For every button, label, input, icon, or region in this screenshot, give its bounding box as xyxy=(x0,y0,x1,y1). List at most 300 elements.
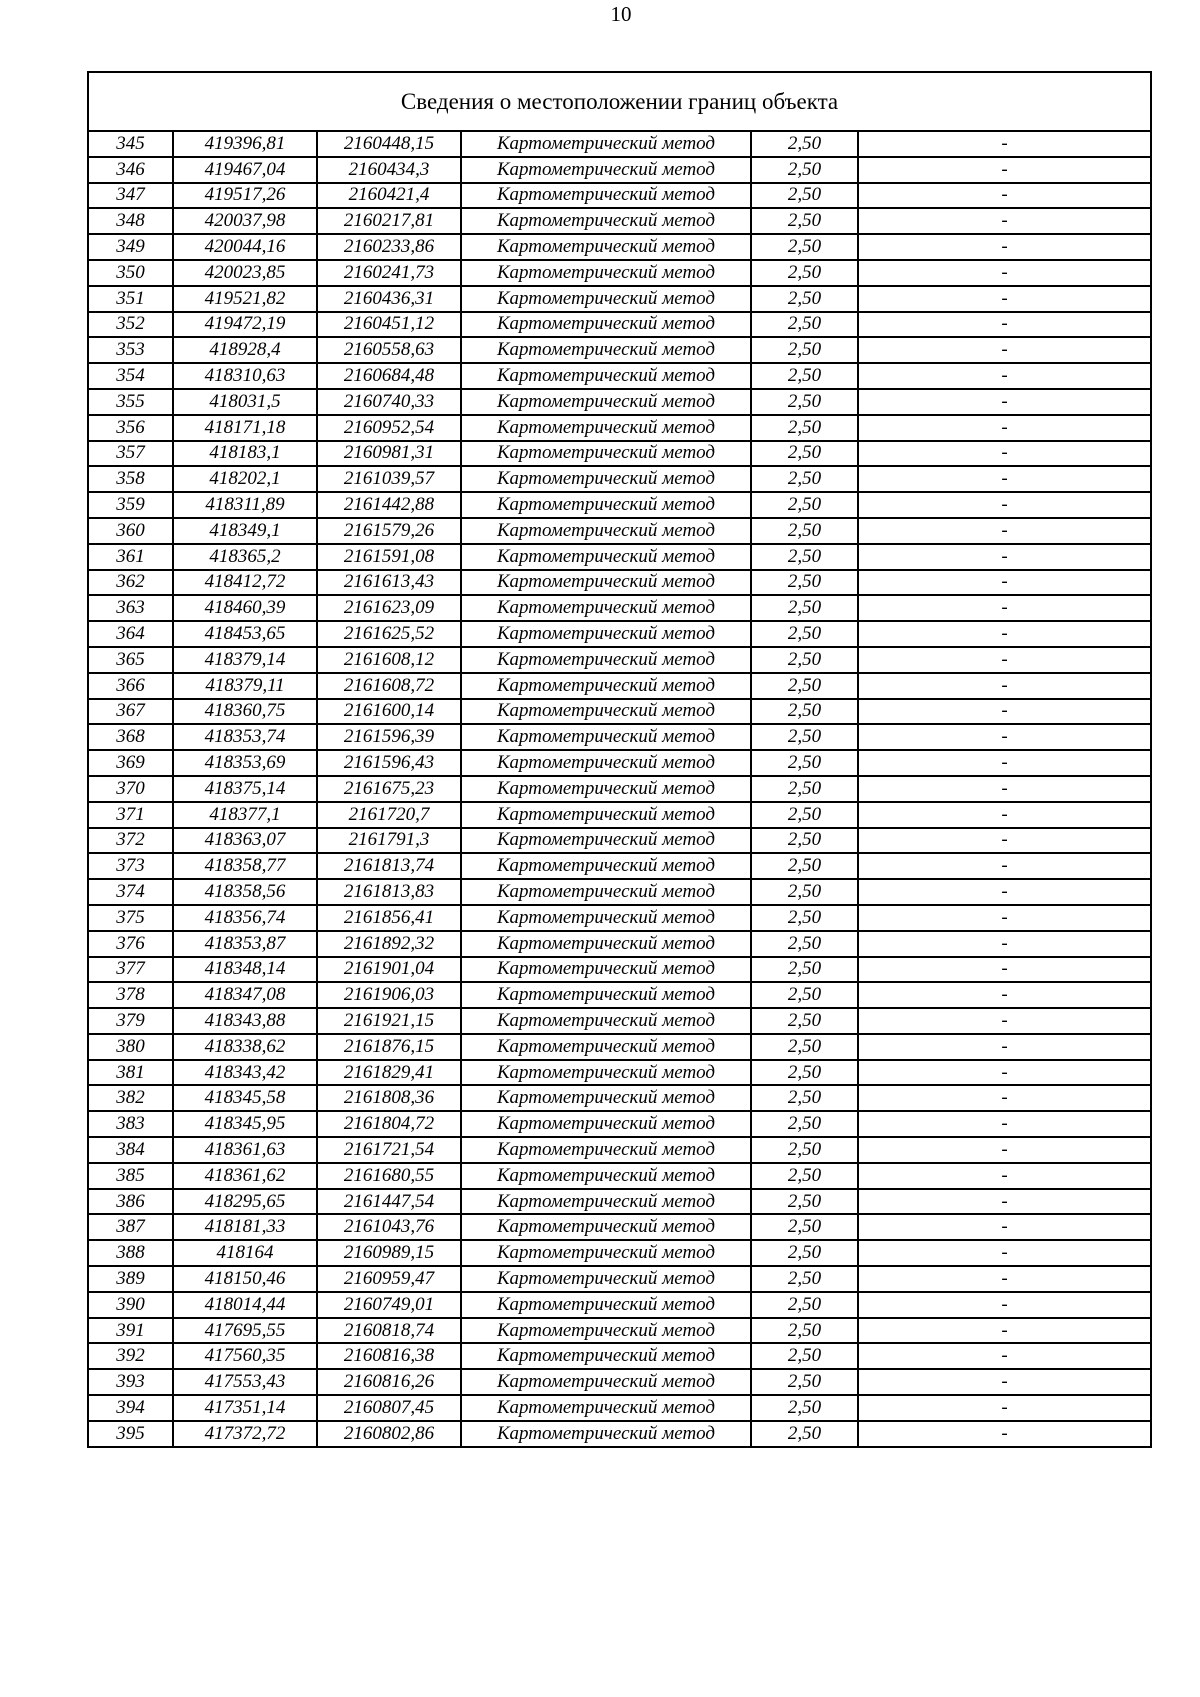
method-cell: Картометрический метод xyxy=(461,621,751,647)
description-cell: - xyxy=(858,905,1151,931)
method-cell: Картометрический метод xyxy=(461,415,751,441)
x-coordinate-cell: 418363,07 xyxy=(173,828,317,854)
y-coordinate-cell: 2160807,45 xyxy=(317,1395,461,1421)
x-coordinate-cell: 418375,14 xyxy=(173,776,317,802)
precision-cell: 2,50 xyxy=(751,1369,858,1395)
x-coordinate-cell: 418031,5 xyxy=(173,389,317,415)
description-cell: - xyxy=(858,1189,1151,1215)
point-number-cell: 357 xyxy=(88,441,173,467)
point-number-cell: 376 xyxy=(88,931,173,957)
point-number-cell: 356 xyxy=(88,415,173,441)
description-cell: - xyxy=(858,595,1151,621)
x-coordinate-cell: 420037,98 xyxy=(173,208,317,234)
method-cell: Картометрический метод xyxy=(461,1240,751,1266)
method-cell: Картометрический метод xyxy=(461,234,751,260)
point-number-cell: 351 xyxy=(88,286,173,312)
point-number-cell: 371 xyxy=(88,802,173,828)
description-cell: - xyxy=(858,1137,1151,1163)
method-cell: Картометрический метод xyxy=(461,750,751,776)
y-coordinate-cell: 2161579,26 xyxy=(317,518,461,544)
y-coordinate-cell: 2161596,39 xyxy=(317,724,461,750)
description-cell: - xyxy=(858,544,1151,570)
x-coordinate-cell: 418181,33 xyxy=(173,1214,317,1240)
precision-cell: 2,50 xyxy=(751,492,858,518)
point-number-cell: 355 xyxy=(88,389,173,415)
precision-cell: 2,50 xyxy=(751,363,858,389)
table-row xyxy=(88,337,1151,363)
precision-cell: 2,50 xyxy=(751,570,858,596)
y-coordinate-cell: 2161813,83 xyxy=(317,879,461,905)
description-cell: - xyxy=(858,337,1151,363)
description-cell: - xyxy=(858,1008,1151,1034)
method-cell: Картометрический метод xyxy=(461,570,751,596)
x-coordinate-cell: 418353,69 xyxy=(173,750,317,776)
x-coordinate-cell: 418348,14 xyxy=(173,957,317,983)
table-row xyxy=(88,415,1151,441)
description-cell: - xyxy=(858,415,1151,441)
x-coordinate-cell: 418345,58 xyxy=(173,1085,317,1111)
method-cell: Картометрический метод xyxy=(461,466,751,492)
x-coordinate-cell: 417695,55 xyxy=(173,1318,317,1344)
table-row xyxy=(88,776,1151,802)
point-number-cell: 350 xyxy=(88,260,173,286)
table-row xyxy=(88,724,1151,750)
table-row xyxy=(88,157,1151,183)
precision-cell: 2,50 xyxy=(751,183,858,209)
point-number-cell: 374 xyxy=(88,879,173,905)
precision-cell: 2,50 xyxy=(751,1292,858,1318)
point-number-cell: 380 xyxy=(88,1034,173,1060)
table-row xyxy=(88,699,1151,725)
point-number-cell: 394 xyxy=(88,1395,173,1421)
method-cell: Картометрический метод xyxy=(461,312,751,338)
point-number-cell: 377 xyxy=(88,957,173,983)
x-coordinate-cell: 418358,56 xyxy=(173,879,317,905)
precision-cell: 2,50 xyxy=(751,699,858,725)
y-coordinate-cell: 2160217,81 xyxy=(317,208,461,234)
precision-cell: 2,50 xyxy=(751,1343,858,1369)
table-row xyxy=(88,957,1151,983)
description-cell: - xyxy=(858,621,1151,647)
y-coordinate-cell: 2161808,36 xyxy=(317,1085,461,1111)
y-coordinate-cell: 2160684,48 xyxy=(317,363,461,389)
method-cell: Картометрический метод xyxy=(461,208,751,234)
y-coordinate-cell: 2160749,01 xyxy=(317,1292,461,1318)
method-cell: Картометрический метод xyxy=(461,131,751,157)
precision-cell: 2,50 xyxy=(751,415,858,441)
precision-cell: 2,50 xyxy=(751,337,858,363)
table-row xyxy=(88,363,1151,389)
point-number-cell: 395 xyxy=(88,1421,173,1447)
x-coordinate-cell: 419472,19 xyxy=(173,312,317,338)
method-cell: Картометрический метод xyxy=(461,1266,751,1292)
description-cell: - xyxy=(858,570,1151,596)
point-number-cell: 363 xyxy=(88,595,173,621)
table-row xyxy=(88,1137,1151,1163)
description-cell: - xyxy=(858,853,1151,879)
method-cell: Картометрический метод xyxy=(461,647,751,673)
method-cell: Картометрический метод xyxy=(461,1343,751,1369)
table-row xyxy=(88,802,1151,828)
description-cell: - xyxy=(858,492,1151,518)
description-cell: - xyxy=(858,1111,1151,1137)
precision-cell: 2,50 xyxy=(751,518,858,544)
description-cell: - xyxy=(858,828,1151,854)
precision-cell: 2,50 xyxy=(751,982,858,1008)
table-row xyxy=(88,1343,1151,1369)
table-row xyxy=(88,131,1151,157)
description-cell: - xyxy=(858,1421,1151,1447)
x-coordinate-cell: 418412,72 xyxy=(173,570,317,596)
method-cell: Картометрический метод xyxy=(461,1008,751,1034)
table-row xyxy=(88,1395,1151,1421)
description-cell: - xyxy=(858,699,1151,725)
point-number-cell: 348 xyxy=(88,208,173,234)
y-coordinate-cell: 2161608,12 xyxy=(317,647,461,673)
x-coordinate-cell: 418150,46 xyxy=(173,1266,317,1292)
y-coordinate-cell: 2160434,3 xyxy=(317,157,461,183)
point-number-cell: 389 xyxy=(88,1266,173,1292)
y-coordinate-cell: 2161720,7 xyxy=(317,802,461,828)
x-coordinate-cell: 418311,89 xyxy=(173,492,317,518)
x-coordinate-cell: 419467,04 xyxy=(173,157,317,183)
y-coordinate-cell: 2161591,08 xyxy=(317,544,461,570)
x-coordinate-cell: 418377,1 xyxy=(173,802,317,828)
precision-cell: 2,50 xyxy=(751,1266,858,1292)
method-cell: Картометрический метод xyxy=(461,1292,751,1318)
precision-cell: 2,50 xyxy=(751,724,858,750)
point-number-cell: 392 xyxy=(88,1343,173,1369)
method-cell: Картометрический метод xyxy=(461,1318,751,1344)
table-row xyxy=(88,466,1151,492)
table-row xyxy=(88,647,1151,673)
precision-cell: 2,50 xyxy=(751,312,858,338)
table-row xyxy=(88,183,1151,209)
y-coordinate-cell: 2161675,23 xyxy=(317,776,461,802)
y-coordinate-cell: 2161876,15 xyxy=(317,1034,461,1060)
point-number-cell: 370 xyxy=(88,776,173,802)
table-row xyxy=(88,208,1151,234)
precision-cell: 2,50 xyxy=(751,1111,858,1137)
table-row xyxy=(88,544,1151,570)
method-cell: Картометрический метод xyxy=(461,982,751,1008)
y-coordinate-cell: 2161829,41 xyxy=(317,1060,461,1086)
point-number-cell: 359 xyxy=(88,492,173,518)
method-cell: Картометрический метод xyxy=(461,1214,751,1240)
y-coordinate-cell: 2161596,43 xyxy=(317,750,461,776)
precision-cell: 2,50 xyxy=(751,286,858,312)
method-cell: Картометрический метод xyxy=(461,389,751,415)
precision-cell: 2,50 xyxy=(751,853,858,879)
y-coordinate-cell: 2160952,54 xyxy=(317,415,461,441)
description-cell: - xyxy=(858,1292,1151,1318)
y-coordinate-cell: 2161804,72 xyxy=(317,1111,461,1137)
y-coordinate-cell: 2161813,74 xyxy=(317,853,461,879)
description-cell: - xyxy=(858,234,1151,260)
x-coordinate-cell: 418164 xyxy=(173,1240,317,1266)
x-coordinate-cell: 419521,82 xyxy=(173,286,317,312)
table-body xyxy=(88,131,1151,1447)
table-row xyxy=(88,492,1151,518)
precision-cell: 2,50 xyxy=(751,260,858,286)
x-coordinate-cell: 418343,88 xyxy=(173,1008,317,1034)
table-row xyxy=(88,1008,1151,1034)
y-coordinate-cell: 2161892,32 xyxy=(317,931,461,957)
method-cell: Картометрический метод xyxy=(461,544,751,570)
description-cell: - xyxy=(858,1395,1151,1421)
precision-cell: 2,50 xyxy=(751,1137,858,1163)
method-cell: Картометрический метод xyxy=(461,1060,751,1086)
y-coordinate-cell: 2160233,86 xyxy=(317,234,461,260)
table-row xyxy=(88,1266,1151,1292)
table-row xyxy=(88,570,1151,596)
method-cell: Картометрический метод xyxy=(461,828,751,854)
x-coordinate-cell: 418361,62 xyxy=(173,1163,317,1189)
method-cell: Картометрический метод xyxy=(461,492,751,518)
y-coordinate-cell: 2160451,12 xyxy=(317,312,461,338)
point-number-cell: 382 xyxy=(88,1085,173,1111)
method-cell: Картометрический метод xyxy=(461,1163,751,1189)
x-coordinate-cell: 418365,2 xyxy=(173,544,317,570)
table-row xyxy=(88,1292,1151,1318)
precision-cell: 2,50 xyxy=(751,157,858,183)
point-number-cell: 354 xyxy=(88,363,173,389)
point-number-cell: 378 xyxy=(88,982,173,1008)
description-cell: - xyxy=(858,183,1151,209)
precision-cell: 2,50 xyxy=(751,647,858,673)
precision-cell: 2,50 xyxy=(751,131,858,157)
point-number-cell: 390 xyxy=(88,1292,173,1318)
table-row xyxy=(88,312,1151,338)
point-number-cell: 364 xyxy=(88,621,173,647)
table-row xyxy=(88,260,1151,286)
table-row xyxy=(88,750,1151,776)
table-row xyxy=(88,1214,1151,1240)
table-row xyxy=(88,905,1151,931)
precision-cell: 2,50 xyxy=(751,621,858,647)
x-coordinate-cell: 417553,43 xyxy=(173,1369,317,1395)
y-coordinate-cell: 2160448,15 xyxy=(317,131,461,157)
page-number: 10 xyxy=(610,2,632,26)
point-number-cell: 372 xyxy=(88,828,173,854)
description-cell: - xyxy=(858,208,1151,234)
table-row xyxy=(88,1111,1151,1137)
method-cell: Картометрический метод xyxy=(461,776,751,802)
y-coordinate-cell: 2161623,09 xyxy=(317,595,461,621)
y-coordinate-cell: 2161608,72 xyxy=(317,673,461,699)
description-cell: - xyxy=(858,441,1151,467)
point-number-cell: 381 xyxy=(88,1060,173,1086)
method-cell: Картометрический метод xyxy=(461,1111,751,1137)
x-coordinate-cell: 418928,4 xyxy=(173,337,317,363)
point-number-cell: 369 xyxy=(88,750,173,776)
method-cell: Картометрический метод xyxy=(461,673,751,699)
description-cell: - xyxy=(858,157,1151,183)
x-coordinate-cell: 418345,95 xyxy=(173,1111,317,1137)
x-coordinate-cell: 418295,65 xyxy=(173,1189,317,1215)
description-cell: - xyxy=(858,312,1151,338)
y-coordinate-cell: 2161442,88 xyxy=(317,492,461,518)
point-number-cell: 379 xyxy=(88,1008,173,1034)
point-number-cell: 352 xyxy=(88,312,173,338)
x-coordinate-cell: 418202,1 xyxy=(173,466,317,492)
precision-cell: 2,50 xyxy=(751,544,858,570)
precision-cell: 2,50 xyxy=(751,957,858,983)
method-cell: Картометрический метод xyxy=(461,1137,751,1163)
y-coordinate-cell: 2161680,55 xyxy=(317,1163,461,1189)
description-cell: - xyxy=(858,466,1151,492)
point-number-cell: 375 xyxy=(88,905,173,931)
precision-cell: 2,50 xyxy=(751,673,858,699)
precision-cell: 2,50 xyxy=(751,466,858,492)
method-cell: Картометрический метод xyxy=(461,260,751,286)
precision-cell: 2,50 xyxy=(751,1189,858,1215)
x-coordinate-cell: 418171,18 xyxy=(173,415,317,441)
method-cell: Картометрический метод xyxy=(461,1085,751,1111)
x-coordinate-cell: 418343,42 xyxy=(173,1060,317,1086)
precision-cell: 2,50 xyxy=(751,905,858,931)
x-coordinate-cell: 419517,26 xyxy=(173,183,317,209)
precision-cell: 2,50 xyxy=(751,828,858,854)
table-row xyxy=(88,518,1151,544)
method-cell: Картометрический метод xyxy=(461,363,751,389)
method-cell: Картометрический метод xyxy=(461,1421,751,1447)
precision-cell: 2,50 xyxy=(751,1085,858,1111)
precision-cell: 2,50 xyxy=(751,1060,858,1086)
y-coordinate-cell: 2160816,26 xyxy=(317,1369,461,1395)
x-coordinate-cell: 418310,63 xyxy=(173,363,317,389)
description-cell: - xyxy=(858,286,1151,312)
y-coordinate-cell: 2160558,63 xyxy=(317,337,461,363)
point-number-cell: 346 xyxy=(88,157,173,183)
method-cell: Картометрический метод xyxy=(461,1395,751,1421)
precision-cell: 2,50 xyxy=(751,1318,858,1344)
x-coordinate-cell: 418338,62 xyxy=(173,1034,317,1060)
description-cell: - xyxy=(858,363,1151,389)
method-cell: Картометрический метод xyxy=(461,699,751,725)
table-row xyxy=(88,1369,1151,1395)
y-coordinate-cell: 2160802,86 xyxy=(317,1421,461,1447)
x-coordinate-cell: 418379,14 xyxy=(173,647,317,673)
point-number-cell: 388 xyxy=(88,1240,173,1266)
table-row xyxy=(88,286,1151,312)
point-number-cell: 366 xyxy=(88,673,173,699)
description-cell: - xyxy=(858,776,1151,802)
precision-cell: 2,50 xyxy=(751,802,858,828)
table-row xyxy=(88,828,1151,854)
method-cell: Картометрический метод xyxy=(461,441,751,467)
description-cell: - xyxy=(858,131,1151,157)
table-row xyxy=(88,853,1151,879)
method-cell: Картометрический метод xyxy=(461,1034,751,1060)
x-coordinate-cell: 418460,39 xyxy=(173,595,317,621)
x-coordinate-cell: 418347,08 xyxy=(173,982,317,1008)
description-cell: - xyxy=(858,389,1151,415)
point-number-cell: 347 xyxy=(88,183,173,209)
x-coordinate-cell: 418358,77 xyxy=(173,853,317,879)
method-cell: Картометрический метод xyxy=(461,853,751,879)
point-number-cell: 385 xyxy=(88,1163,173,1189)
precision-cell: 2,50 xyxy=(751,1163,858,1189)
description-cell: - xyxy=(858,802,1151,828)
description-cell: - xyxy=(858,750,1151,776)
point-number-cell: 345 xyxy=(88,131,173,157)
method-cell: Картометрический метод xyxy=(461,957,751,983)
method-cell: Картометрический метод xyxy=(461,802,751,828)
description-cell: - xyxy=(858,1343,1151,1369)
point-number-cell: 373 xyxy=(88,853,173,879)
y-coordinate-cell: 2161921,15 xyxy=(317,1008,461,1034)
y-coordinate-cell: 2161043,76 xyxy=(317,1214,461,1240)
point-number-cell: 368 xyxy=(88,724,173,750)
description-cell: - xyxy=(858,260,1151,286)
description-cell: - xyxy=(858,518,1151,544)
y-coordinate-cell: 2160436,31 xyxy=(317,286,461,312)
method-cell: Картометрический метод xyxy=(461,595,751,621)
method-cell: Картометрический метод xyxy=(461,1369,751,1395)
precision-cell: 2,50 xyxy=(751,879,858,905)
description-cell: - xyxy=(858,931,1151,957)
point-number-cell: 365 xyxy=(88,647,173,673)
precision-cell: 2,50 xyxy=(751,441,858,467)
x-coordinate-cell: 417351,14 xyxy=(173,1395,317,1421)
table-row xyxy=(88,673,1151,699)
y-coordinate-cell: 2160241,73 xyxy=(317,260,461,286)
point-number-cell: 393 xyxy=(88,1369,173,1395)
point-number-cell: 362 xyxy=(88,570,173,596)
table-row xyxy=(88,1421,1151,1447)
y-coordinate-cell: 2161856,41 xyxy=(317,905,461,931)
y-coordinate-cell: 2161791,3 xyxy=(317,828,461,854)
table-row xyxy=(88,1163,1151,1189)
y-coordinate-cell: 2160959,47 xyxy=(317,1266,461,1292)
y-coordinate-cell: 2161039,57 xyxy=(317,466,461,492)
y-coordinate-cell: 2160818,74 xyxy=(317,1318,461,1344)
point-number-cell: 387 xyxy=(88,1214,173,1240)
method-cell: Картометрический метод xyxy=(461,879,751,905)
y-coordinate-cell: 2160816,38 xyxy=(317,1343,461,1369)
method-cell: Картометрический метод xyxy=(461,183,751,209)
x-coordinate-cell: 418361,63 xyxy=(173,1137,317,1163)
x-coordinate-cell: 418353,74 xyxy=(173,724,317,750)
precision-cell: 2,50 xyxy=(751,750,858,776)
y-coordinate-cell: 2161447,54 xyxy=(317,1189,461,1215)
method-cell: Картометрический метод xyxy=(461,931,751,957)
y-coordinate-cell: 2160981,31 xyxy=(317,441,461,467)
point-number-cell: 391 xyxy=(88,1318,173,1344)
x-coordinate-cell: 418183,1 xyxy=(173,441,317,467)
description-cell: - xyxy=(858,879,1151,905)
point-number-cell: 360 xyxy=(88,518,173,544)
table-row xyxy=(88,621,1151,647)
y-coordinate-cell: 2161625,52 xyxy=(317,621,461,647)
description-cell: - xyxy=(858,673,1151,699)
description-cell: - xyxy=(858,724,1151,750)
table-row xyxy=(88,1085,1151,1111)
method-cell: Картометрический метод xyxy=(461,724,751,750)
precision-cell: 2,50 xyxy=(751,1008,858,1034)
point-number-cell: 358 xyxy=(88,466,173,492)
method-cell: Картометрический метод xyxy=(461,337,751,363)
precision-cell: 2,50 xyxy=(751,208,858,234)
precision-cell: 2,50 xyxy=(751,1240,858,1266)
x-coordinate-cell: 418014,44 xyxy=(173,1292,317,1318)
table-row xyxy=(88,441,1151,467)
precision-cell: 2,50 xyxy=(751,234,858,260)
table-title: Сведения о местоположении границ объекта xyxy=(88,72,1151,131)
method-cell: Картометрический метод xyxy=(461,518,751,544)
point-number-cell: 384 xyxy=(88,1137,173,1163)
